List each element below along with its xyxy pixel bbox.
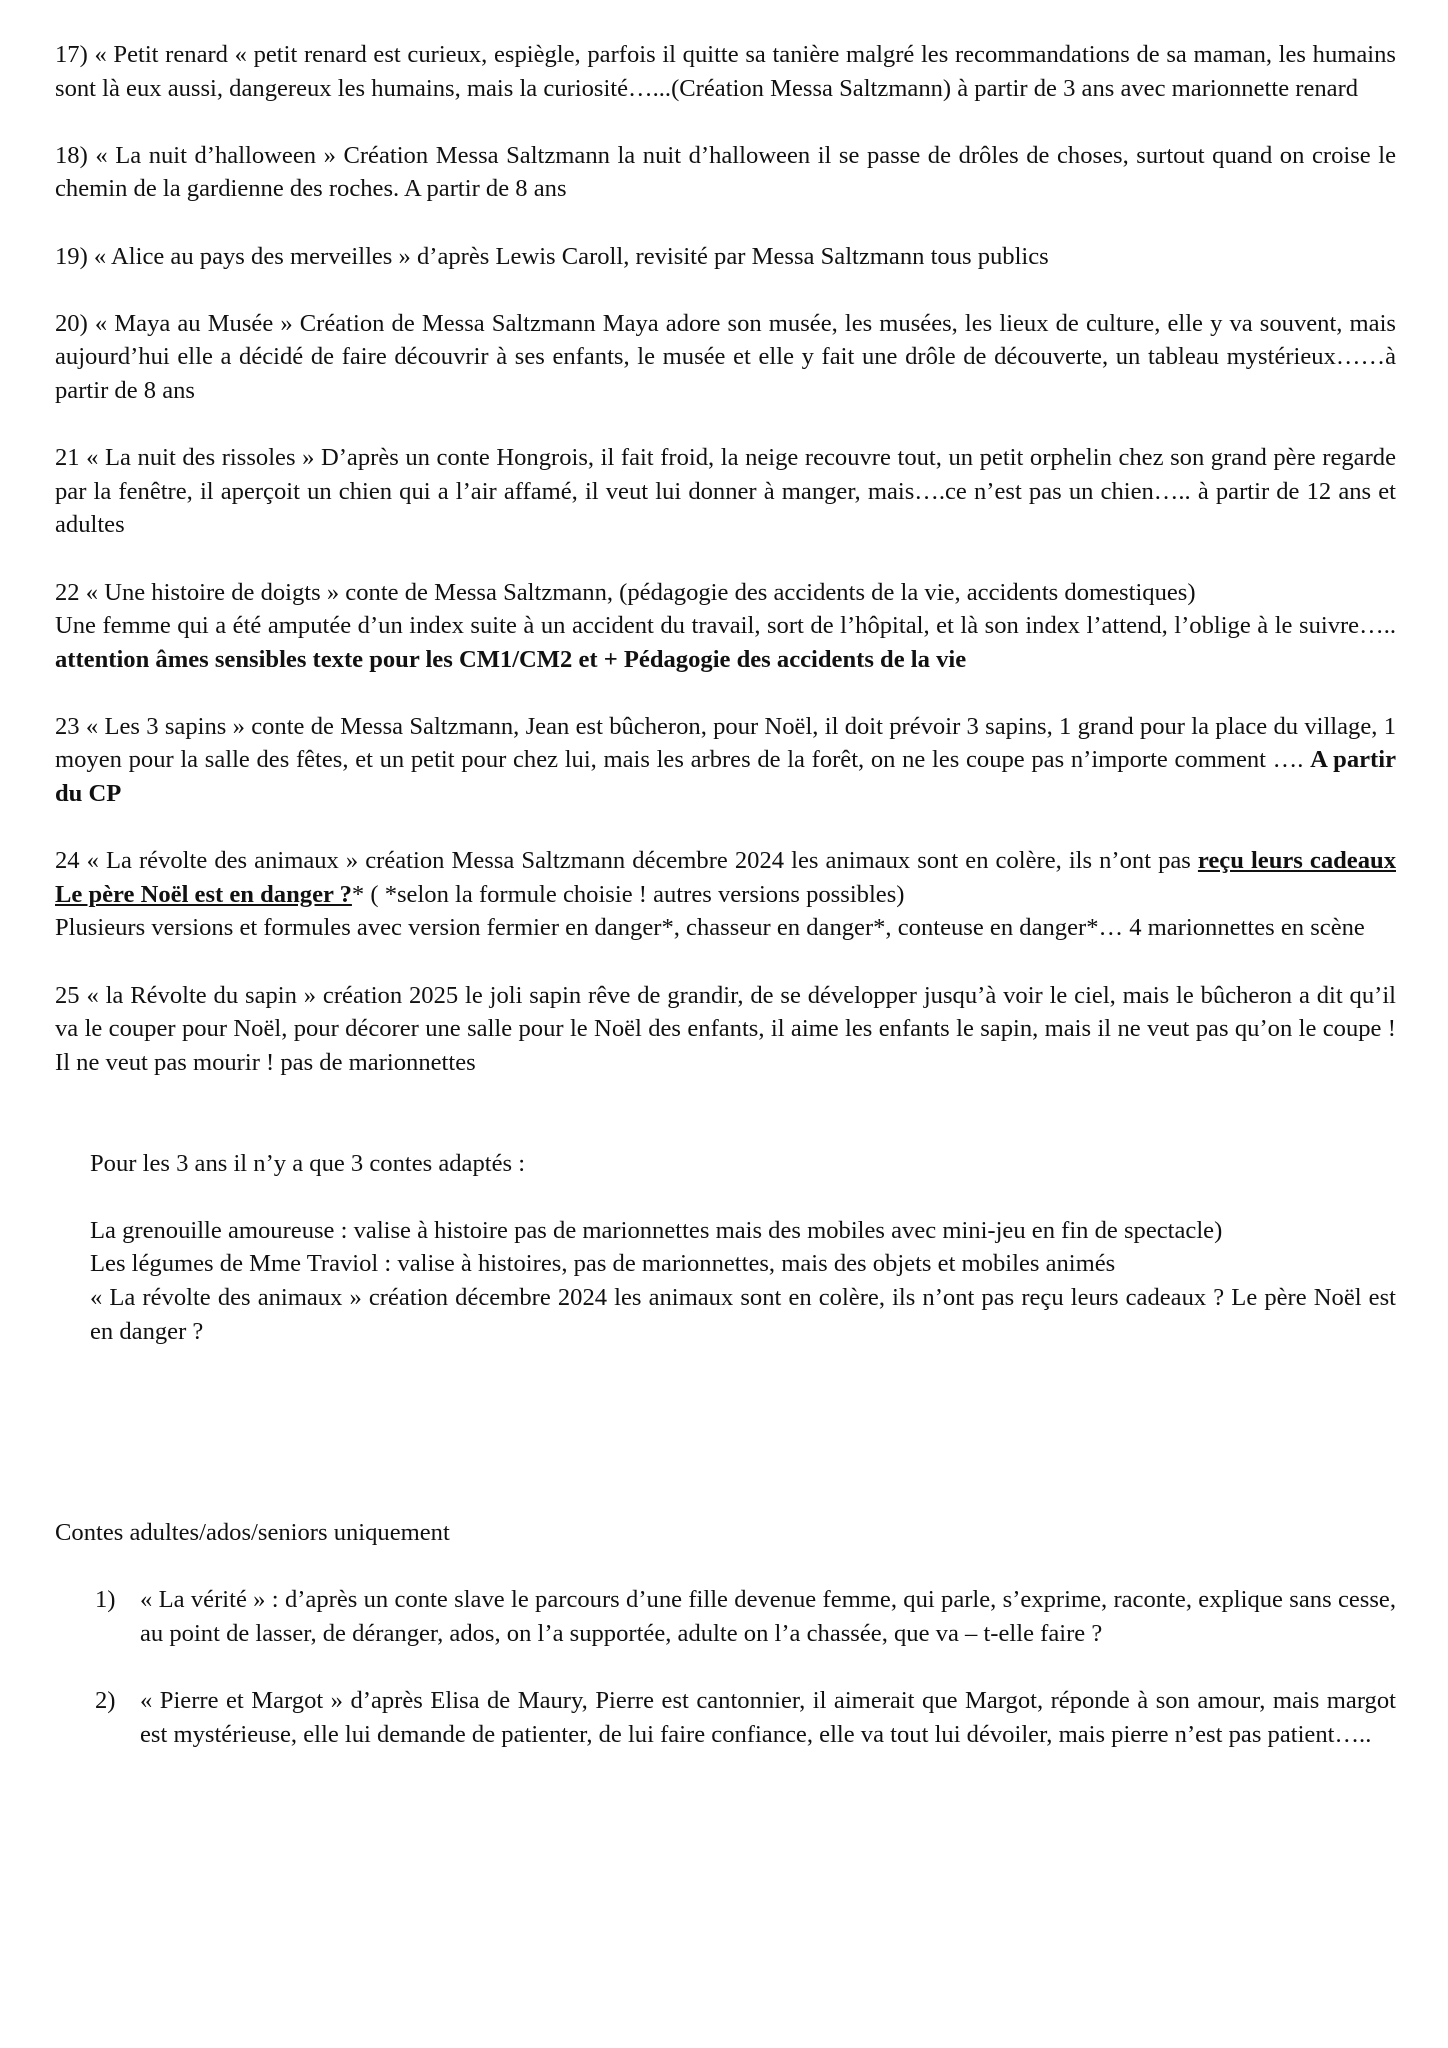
item-22-text: Une femme qui a été amputée d’un index suite à un accident du travail, sort de l’hôpital, et là son index l’attend, l’oblige à le suivre….. bbox=[55, 612, 1396, 640]
item-19: 19) « Alice au pays des merveilles » d’après Lewis Caroll, revisité par Messa Saltzmann tous publics bbox=[55, 242, 1049, 270]
item-20: 20) « Maya au Musée » Création de Messa Saltzmann Maya adore son musée, les musées, les lieux de culture, elle y va souvent, mais aujourd’hui elle a décidé de faire découvrir à ses enfants, le musée et elle y fait une drôle de découverte, un tableau mystérieux……à partir de 8 ans bbox=[55, 309, 1396, 404]
item-24-text: 24 « La révolte des animaux » création Messa Saltzmann décembre 2024 les animaux sont en colère, ils n’ont pas bbox=[55, 847, 1198, 875]
adult-tale-1-text: « La vérité » : d’après un conte slave le parcours d’une fille devenue femme, qui parle, s’exprime, raconte, explique sans cesse, au point de lasser, de déranger, ados, on l’a supportée, adulte on l’a chassée, que va – t-elle faire ? bbox=[140, 1586, 1396, 1647]
item-17: 17) « Petit renard « petit renard est curieux, espiègle, parfois il quitte sa tanière malgré les recommandations de sa maman, les humains sont là eux aussi, dangereux les humains, mais la curiosité…...(Création Messa Saltzmann) à partir de 3 ans avec marionnette renard bbox=[55, 41, 1396, 102]
document-page bbox=[55, 38, 1396, 1751]
adult-tale-2 bbox=[55, 1684, 1396, 1751]
item-24 bbox=[55, 844, 1396, 911]
item-23 bbox=[55, 710, 1396, 811]
adult-tale-2-text: « Pierre et Margot » d’après Elisa de Maury, Pierre est cantonnier, il aimerait que Margot, réponde à son amour, mais margot est mystérieuse, elle lui demande de patienter, de lui faire confiance, elle va tout lui dévoiler, mais pierre n’est pas patient….. bbox=[140, 1687, 1396, 1748]
item-21: 21 « La nuit des rissoles » D’après un conte Hongrois, il fait froid, la neige recouvre tout, un petit orphelin chez son grand père regarde par la fenêtre, il aperçoit un chien qui a l’air affamé, il veut lui donner à manger, mais….ce n’est pas un chien….. à partir de 12 ans et adultes bbox=[55, 444, 1396, 539]
adult-tale-1 bbox=[55, 1583, 1396, 1650]
item-24-versions: Plusieurs versions et formules avec version fermier en danger*, chasseur en danger*, conteuse en danger*… 4 marionnettes en scène bbox=[55, 914, 1365, 942]
item-22-body bbox=[55, 609, 1396, 676]
item-22-title: 22 « Une histoire de doigts » conte de Messa Saltzmann, (pédagogie des accidents de la vie, accidents domestiques) bbox=[55, 578, 1196, 606]
adult-tale-1-number: 1) bbox=[95, 1586, 116, 1614]
three-years-line-2: Les légumes de Mme Traviol : valise à histoires, pas de marionnettes, mais des objets et mobiles animés bbox=[90, 1250, 1116, 1278]
item-22-warning: attention âmes sensibles texte pour les CM1/CM2 et + Pédagogie des accidents de la vie bbox=[55, 645, 967, 673]
item-25: 25 « la Révolte du sapin » création 2025 le joli sapin rêve de grandir, de se développer jusqu’à voir le ciel, mais le bûcheron a dit qu’il va le couper pour Noël, pour décorer une salle pour le Noël des enfants, il aime les enfants le sapin, mais il ne veut pas qu’on le coupe ! Il ne veut pas mourir ! pas de marionnettes bbox=[55, 981, 1396, 1076]
item-23-age: A partir du CP bbox=[55, 746, 1396, 808]
item-24-highlight: reçu leurs cadeaux Le père Noël est en danger ? bbox=[55, 847, 1396, 908]
item-18: 18) « La nuit d’halloween » Création Messa Saltzmann la nuit d’halloween il se passe de drôles de choses, surtout quand on croise le chemin de la gardienne des roches. A partir de 8 ans bbox=[55, 141, 1396, 203]
three-years-line-3: « La révolte des animaux » création décembre 2024 les animaux sont en colère, ils n’ont pas reçu leurs cadeaux ? Le père Noël est en danger ? bbox=[90, 1283, 1396, 1345]
item-24-note: * ( *selon la formule choisie ! autres versions possibles) bbox=[351, 880, 905, 908]
adults-heading: Contes adultes/ados/seniors uniquement bbox=[55, 1519, 450, 1547]
three-years-section bbox=[55, 1147, 1396, 1349]
three-years-heading: Pour les 3 ans il n’y a que 3 contes adaptés : bbox=[90, 1149, 526, 1177]
adult-tale-2-number: 2) bbox=[95, 1687, 116, 1715]
item-23-text: 23 « Les 3 sapins » conte de Messa Saltzmann, Jean est bûcheron, pour Noël, il doit prévoir 3 sapins, 1 grand pour la place du village, 1 moyen pour la salle des fêtes, et un petit pour chez lui, mais les arbres de la forêt, on ne les coupe pas n’importe comment …. bbox=[55, 712, 1396, 774]
three-years-line-1: La grenouille amoureuse : valise à histoire pas de marionnettes mais des mobiles avec mini-jeu en fin de spectacle) bbox=[90, 1216, 1223, 1244]
